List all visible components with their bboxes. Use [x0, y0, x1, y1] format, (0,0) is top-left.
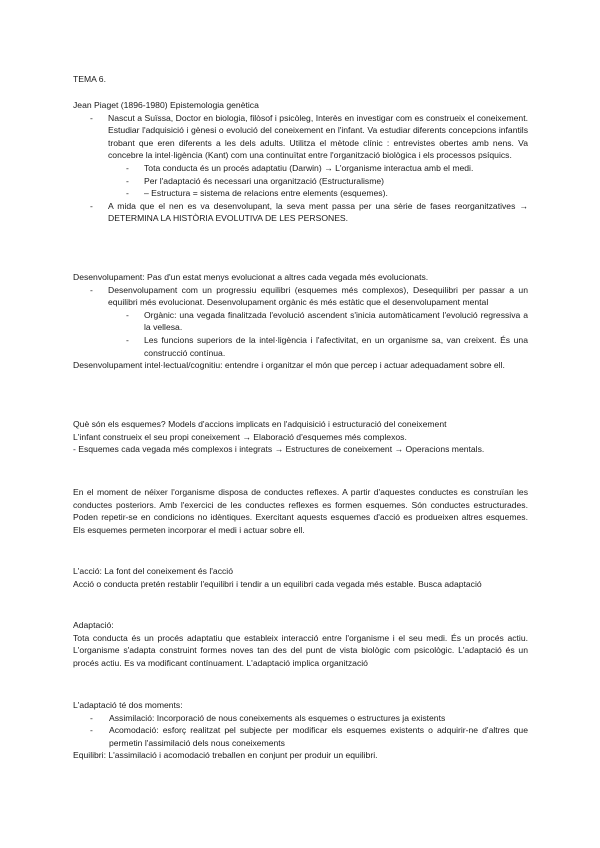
accio-text: Acció o conducta pretén restablir l'equilibri i tendir a un equilibri cada vegada més estable. Busca adaptació — [73, 578, 482, 589]
piaget-section — [73, 99, 528, 225]
desenvolupament-sub-funcions: - Les funcions superiors de la intel·ligència i l'afectivitat, en un organisme sa, van creixent. És una construcció contínua. — [73, 334, 528, 359]
desenvolupament-intro: Desenvolupament: Pas d'un estat menys evolucionat a altres cada vegada més evolucionats. — [73, 272, 429, 282]
moments-heading: L'adaptació té dos moments: — [73, 700, 183, 710]
adaptacio-text: Tota conducta és un procés adaptatiu que estableix interacció entre l'organisme i el seu medi. És un procés actiu. L'organisme s'adapta construint formes noves tan des del punt de vista biològic com psicològic. L'adaptació és un procés actiu. Es va modificant contínuament. L'adaptació implica organització — [73, 632, 528, 668]
desenvolupament-section — [73, 271, 528, 372]
accio-heading: L'acció: La font del coneixement és l'acció — [73, 566, 233, 576]
acomodacio-item: - Acomodació: esforç realitzat pel subjecte per modificar els esquemes existents o adquirir-ne d'altres que permetin l'assimilació dels nous coneixements — [73, 724, 528, 749]
desenvolupament-sub-organic: - Orgànic: una vegada finalitzada l'evolució ascendent s'inicia automàticament l'evolució regressiva a la vellesa. — [73, 309, 528, 334]
adaptacio-section — [73, 619, 528, 669]
desenvolupament-equilibri-item: - Desenvolupament com un progressiu equilibri (esquemes més complexos), Desequilibri per passar a un equilibri més evolucionat. Desenvolupament orgànic és més estàtic que el desenvolupament mental — [73, 284, 528, 309]
esquemes-infant: L'infant construeix el seu propi coneixement → Elaboració d'esquemes més complexos. — [73, 431, 407, 442]
adaptacio-heading: Adaptació: — [73, 620, 114, 630]
esquemes-section — [73, 418, 528, 456]
accio-section — [73, 565, 528, 590]
moments-section — [73, 699, 528, 762]
naixer-paragraph: En el moment de néixer l'organisme disposa de conductes reflexes. A partir d'aquestes conductes es construïan les conductes posteriors. Amb l'exercici de les conductes reflexes es formen esquemes. Són conductes estructurades. Poden repetir-se en condicions no idèntiques. Exercitant aquests esquemes d'acció es produeixen altres esquemes. Els esquemes permeten incorporar el medi i actuar sobre ell. — [73, 487, 528, 535]
esquemes-question: Què són els esquemes? Models d'accions implicats en l'adquisició i estructuració del coneixement — [73, 419, 447, 429]
piaget-heading: Jean Piaget (1896-1980) Epistemologia genètica — [73, 100, 259, 110]
equilibri-line: Equilibri: L'assimilació i acomodació treballen en conjunt per produir un equilibri. — [73, 750, 378, 761]
piaget-bio-item: - Nascut a Suïssa, Doctor en biologia, filòsof i psicòleg, Interès en investigar com es construeix el coneixement. Estudiar l'adquisició i gènesi o evolució del coneixement en l'infant. Va estudiar diferents concepcions infantils trobant que eren diferents a les dels adults. Utilitza el mètode clínic : entrevistes obertes amb nens. Va concebre la intel·ligència (Kant) com una continuïtat entre l'organització biològica i els processos psíquics. — [73, 112, 528, 162]
esquemes-complexos: - Esquemes cada vegada més complexos i integrats → Estructures de coneixement → Operacions mentals. — [73, 444, 485, 455]
piaget-sub-organitzacio: - Per l'adaptació és necessari una organització (Estructuralisme) — [73, 175, 528, 188]
piaget-fases-item: - A mida que el nen es va desenvolupant, la seva ment passa per una sèrie de fases reorganitzatives → DETERMINA LA HISTÒRIA EVOLUTIVA DE LES PERSONES. — [73, 200, 528, 225]
desenvolupament-cognitiu: Desenvolupament intel·lectual/cognitiu: entendre i organitzar el món que percep i actuar adequadament sobre ell. — [73, 360, 505, 371]
assimilacio-item: - Assimilació: Incorporació de nous coneixements als esquemes o estructures ja existents — [73, 712, 528, 725]
piaget-sub-estructura: - – Estructura = sistema de relacions entre elements (esquemes). — [73, 187, 528, 200]
document-title: TEMA 6. — [73, 74, 106, 84]
piaget-sub-adaptatiu: - Tota conducta és un procés adaptatiu (Darwin) → L'organisme interactua amb el medi. — [73, 162, 528, 175]
